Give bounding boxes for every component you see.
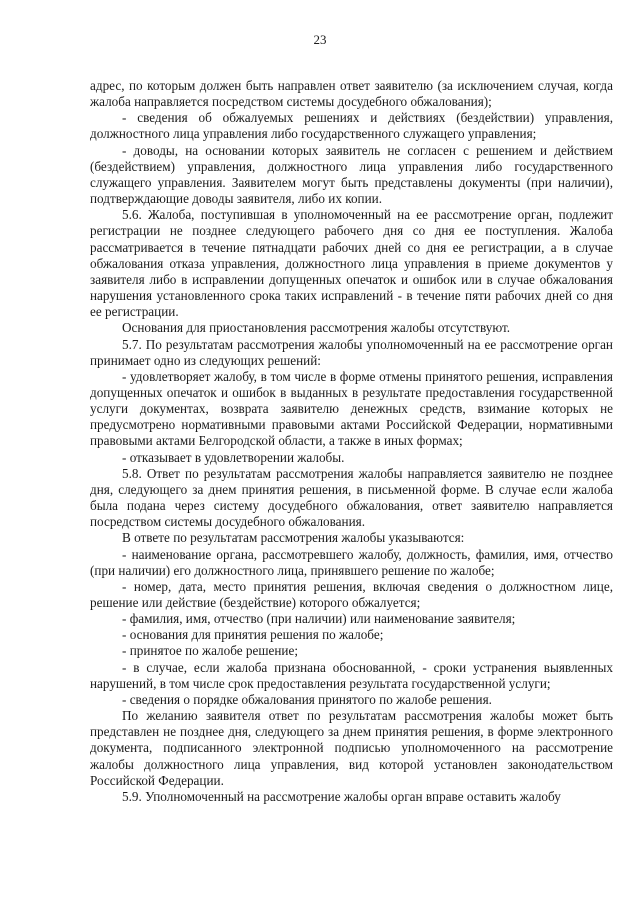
page-number: 23: [313, 32, 327, 47]
paragraph: 5.7. По результатам рассмотрения жалобы уполномоченный на ее рассмотрение орган принимает одно из следующих решений:: [90, 336, 613, 368]
paragraph: Основания для приостановления рассмотрения жалобы отсутствуют.: [122, 320, 511, 336]
paragraph: - номер, дата, место принятия решения, включая сведения о должностном лице, решение или действие (бездействие) которого обжалуется;: [90, 578, 613, 610]
document-body: [90, 78, 613, 805]
paragraph: 5.6. Жалоба, поступившая в уполномоченный на ее рассмотрение орган, подлежит регистрации не позднее следующего рабочего дня со дня ее поступления. Жалоба рассматривается в течение пятнадцати рабочих дней со дня ее регистрации, а в случае обжалования отказа управления, должностного лица управления в приеме документов у заявителя либо в исправлении допущенных опечаток и ошибок или в случае обжалования нарушения установленного срока таких исправлений - в течение пяти рабочих дней со дня ее регистрации.: [90, 207, 613, 320]
paragraph: - в случае, если жалоба признана обоснованной, - сроки устранения выявленных нарушений, в том числе срок предоставления результата государственной услуги;: [90, 659, 613, 691]
paragraph: - основания для принятия решения по жалобе;: [122, 627, 384, 643]
paragraph: адрес, по которым должен быть направлен ответ заявителю (за исключением случая, когда жалоба направляется посредством системы досудебного обжалования);: [90, 78, 613, 110]
paragraph: По желанию заявителя ответ по результатам рассмотрения жалобы может быть представлен не позднее дня, следующего за днем принятия решения, в форме электронного документа, подписанного электронной подписью уполномоченного на рассмотрение жалобы должностного лица управления, вид которой установлен законодательством Российской Федерации.: [90, 708, 613, 788]
paragraph: - сведения об обжалуемых решениях и действиях (бездействии) управления, должностного лица управления либо государственного служащего управления;: [90, 110, 613, 142]
paragraph: - наименование органа, рассмотревшего жалобу, должность, фамилия, имя, отчество (при наличии) его должностного лица, принявшего решение по жалобе;: [90, 546, 613, 578]
paragraph: 5.8. Ответ по результатам рассмотрения жалобы направляется заявителю не позднее дня, следующего за днем принятия решения, в письменной форме. В случае если жалоба была подана через систему досудебного обжалования, ответ заявителю направляется посредством системы досудебного обжалования.: [90, 465, 613, 530]
paragraph: В ответе по результатам рассмотрения жалобы указываются:: [122, 530, 465, 546]
paragraph: - доводы, на основании которых заявитель не согласен с решением и действием (бездействием) управления, должностного лица управления либо государственного служащего управления. Заявителем могут быть представлены документы (при наличии), подтверждающие доводы заявителя, либо их копии.: [90, 142, 613, 207]
paragraph: - фамилия, имя, отчество (при наличии) или наименование заявителя;: [122, 611, 516, 627]
paragraph: 5.9. Уполномоченный на рассмотрение жалобы орган вправе оставить жалобу: [122, 788, 561, 804]
paragraph: - сведения о порядке обжалования принятого по жалобе решения.: [122, 691, 492, 707]
paragraph: - удовлетворяет жалобу, в том числе в форме отмены принятого решения, исправления допущенных опечаток и ошибок в выданных в результате предоставления государственной услуги документах, возврата заявителю денежных средств, взимание которых не предусмотрено нормативными правовыми актами Российской Федерации, нормативными правовыми актами Белгородской области, а также в иных формах;: [90, 368, 613, 449]
paragraph: - принятое по жалобе решение;: [122, 643, 298, 659]
paragraph: - отказывает в удовлетворении жалобы.: [122, 449, 345, 465]
